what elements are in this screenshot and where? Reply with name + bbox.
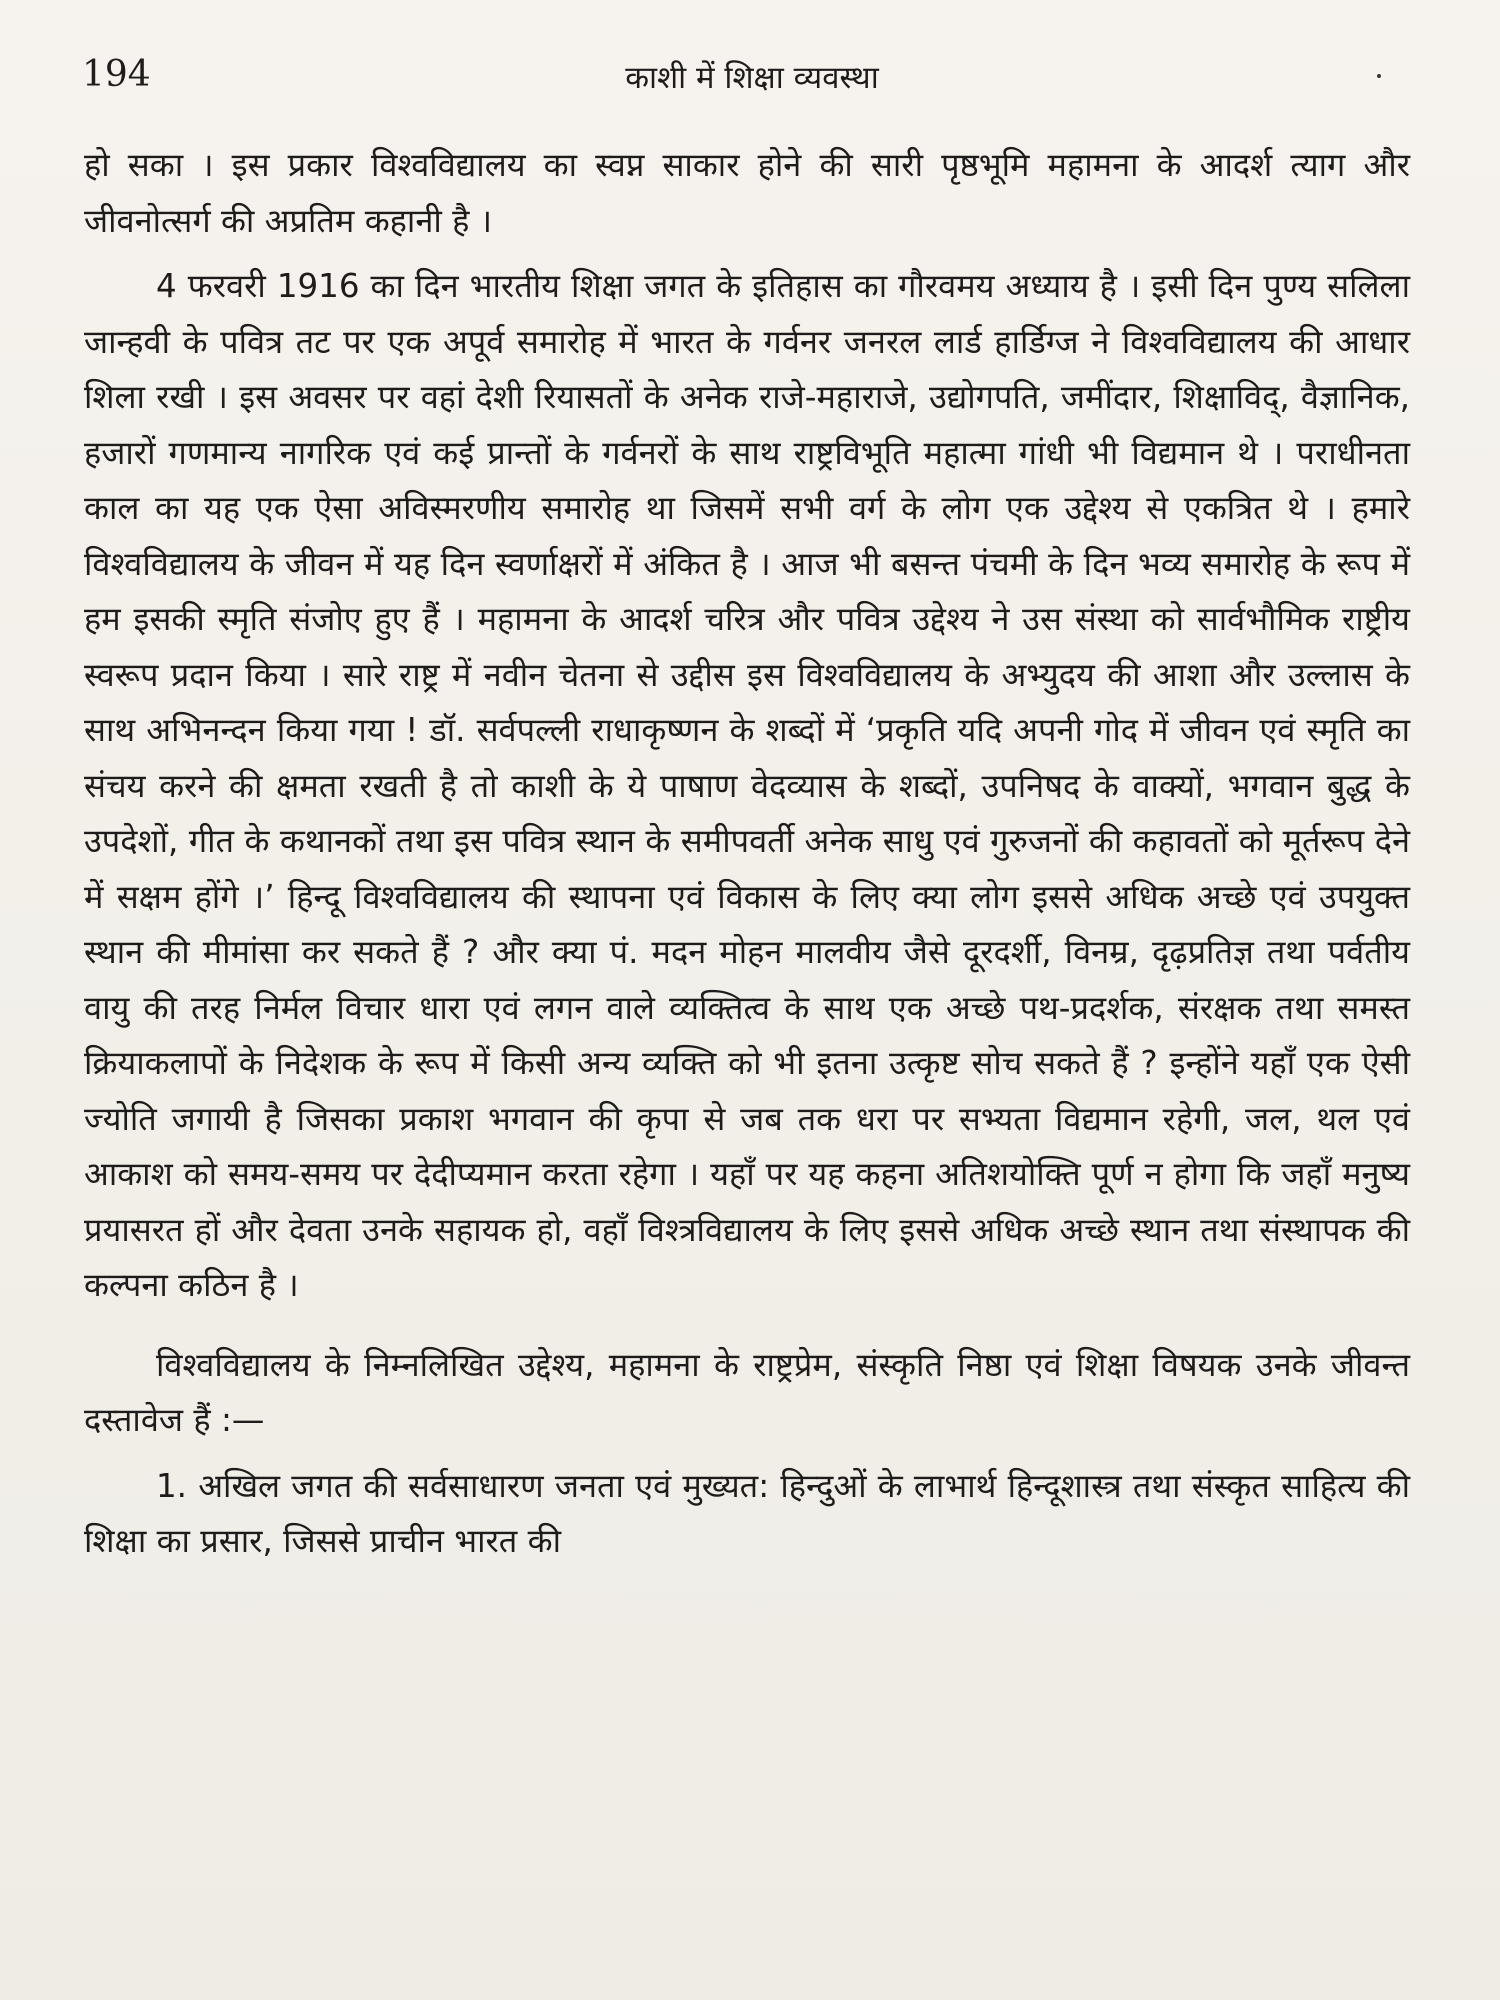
- page-number: 194: [82, 54, 151, 95]
- paragraph-objectives-intro: विश्वविद्यालय के निम्नलिखित उद्देश्य, महामना के राष्ट्रप्रेम, संस्कृति निष्ठा एवं शिक्षा विषयक उनके जीवन्त दस्तावेज हैं :—: [84, 1345, 1410, 1439]
- stray-mark: [1377, 74, 1381, 78]
- page-header: [82, 52, 1422, 102]
- paragraph-continuation: हो सका । इस प्रकार विश्वविद्यालय का स्वप्न साकार होने की सारी पृष्ठभूमि महामना के आदर्श त्याग और जीवनोत्सर्ग की अप्रतिम कहानी है ।: [84, 146, 1410, 240]
- list-item-objective-1: 1. अखिल जगत की सर्वसाधारण जनता एवं मुख्यत: हिन्दुओं के लाभार्थ हिन्दूशास्त्र तथा संस्कृत साहित्य की शिक्षा का प्रसार, जिससे प्राचीन भारत की: [84, 1466, 1410, 1560]
- body-text: [84, 138, 1410, 1570]
- paragraph-foundation-day: 4 फरवरी 1916 का दिन भारतीय शिक्षा जगत के इतिहास का गौरवमय अध्याय है । इसी दिन पुण्य सलिला जान्हवी के पवित्र तट पर एक अपूर्व समारोह में भारत के गर्वनर जनरल लार्ड हार्डिग्ज ने विश्वविद्यालय की आधार शिला रखी । इस अवसर पर वहां देशी रियासतों के अनेक राजे-महाराजे, उद्योगपति, जमींदार, शिक्षाविद्, वैज्ञानिक, हजारों गणमान्य नागरिक एवं कई प्रान्तों के गर्वनरों के साथ राष्ट्रविभूति महात्मा गांधी भी विद्यमान थे । पराधीनता काल का यह एक ऐसा अविस्मरणीय समारोह था जिसमें सभी वर्ग के लोग एक उद्देश्य से एकत्रित थे । हमारे विश्वविद्यालय के जीवन में यह दिन स्वर्णाक्षरों में अंकित है । आज भी बसन्त पंचमी के दिन भव्य समारोह के रूप में हम इसकी स्मृति संजोए हुए हैं । महामना के आदर्श चरित्र और पवित्र उद्देश्य ने उस संस्था को सार्वभौमिक राष्ट्रीय स्वरूप प्रदान किया । सारे राष्ट्र में नवीन चेतना से उद्दीस इस विश्वविद्यालय के अभ्युदय की आशा और उल्लास के साथ अभिनन्दन किया गया ! डॉ. सर्वपल्ली राधाकृष्णन के शब्दों में ‘प्रकृति यदि अपनी गोद में जीवन एवं स्मृति का संचय करने की क्षमता रखती है तो काशी के ये पाषाण वेदव्यास के शब्दों, उपनिषद के वाक्यों, भगवान बुद्ध के उपदेशों, गीत के कथानकों तथा इस पवित्र स्थान के समीपवर्ती अनेक साधु एवं गुरुजनों की कहावतों को मूर्तरूप देने में सक्षम होंगे ।’ हिन्दू विश्वविद्यालय की स्थापना एवं विकास के लिए क्या लोग इससे अधिक अच्छे एवं उपयुक्त स्थान की मीमांसा कर सकते हैं ? और क्या पं. मदन मोहन मालवीय जैसे दूरदर्शी, विनम्र, दृढ़प्रतिज्ञ तथा पर्वतीय वायु की तरह निर्मल विचार धारा एवं लगन वाले व्यक्तित्व के साथ एक अच्छे पथ-प्रदर्शक, संरक्षक तथा समस्त क्रियाकलापों के निदेशक के रूप में किसी अन्य व्यक्ति को भी इतना उत्कृष्ट सोच सकते हैं ? इन्होंने यहाँ एक ऐसी ज्योति जगायी है जिसका प्रकाश भगवान की कृपा से जब तक धरा पर सभ्यता विद्यमान रहेगी, जल, थल एवं आकाश को समय-समय पर देदीप्यमान करता रहेगा । यहाँ पर यह कहना अतिशयोक्ति पूर्ण न होगा कि जहाँ मनुष्य प्रयासरत हों और देवता उनके सहायक हो, वहाँ विश्त्रविद्यालय के लिए इससे अधिक अच्छे स्थान तथा संस्थापक की कल्पना कठिन है ।: [84, 267, 1410, 1304]
- running-title: काशी में शिक्षा व्यवस्था: [625, 60, 879, 96]
